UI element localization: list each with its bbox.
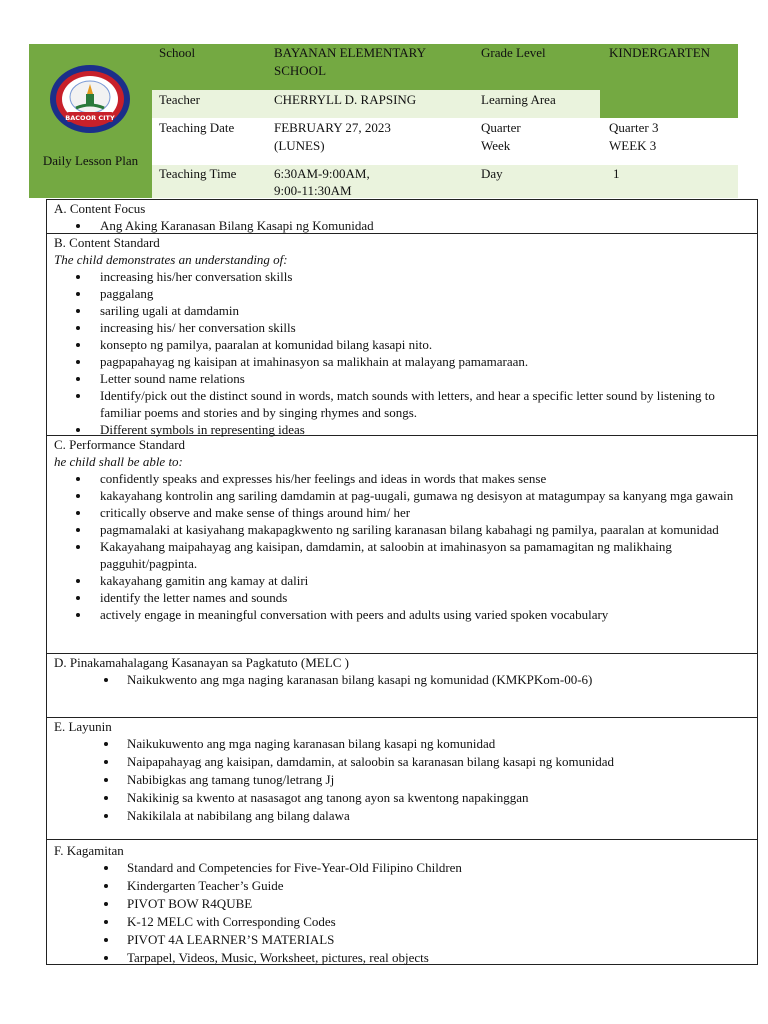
teaching-date-value-1: FEBRUARY 27, 2023 (274, 120, 391, 135)
list-item: Letter sound name relations (47, 370, 757, 387)
list-item: identify the letter names and sounds (47, 589, 757, 606)
day-value: 1 (613, 166, 620, 181)
section-performance-standard (47, 436, 757, 654)
day-label: Day (481, 166, 503, 181)
grade-level-label: Grade Level (481, 45, 546, 60)
section-title: E. Layunin (54, 719, 112, 734)
list-item: increasing his/ her conversation skills (47, 319, 757, 336)
list-item: actively engage in meaningful conversation with peers and adults using varied spoken vocabulary (47, 606, 757, 623)
teaching-time-value-1: 6:30AM-9:00AM, (274, 166, 370, 181)
list-item: Kakayahang maipahayag ang kaisipan, damdamin, at saloobin at imahinasyon sa pamamagitan ng malikhaing pagguhit/pagpinta. (47, 538, 757, 572)
list-item: kakayahang kontrolin ang sariling damdamin at pag-uugali, gumawa ng desisyon at matagumpay sa kanyang mga gawain (47, 487, 757, 504)
list-item: K-12 MELC with Corresponding Codes (47, 913, 757, 931)
section-kagamitan (47, 840, 757, 964)
section-melc (47, 654, 757, 718)
teacher-value: CHERRYLL D. RAPSING (274, 92, 417, 107)
teaching-time-value-2: 9:00-11:30AM (274, 183, 352, 198)
week-value: WEEK 3 (609, 138, 657, 153)
list-item: Ang Aking Karanasan Bilang Kasapi ng Komunidad (47, 217, 757, 234)
list-item: Different symbols in representing ideas (47, 421, 757, 438)
section-intro: The child demonstrates an understanding of: (54, 252, 288, 267)
list-item: increasing his/her conversation skills (47, 268, 757, 285)
section-title: D. Pinakamahalagang Kasanayan sa Pagkatuto (MELC ) (54, 655, 349, 670)
list-item: critically observe and make sense of things around him/ her (47, 504, 757, 521)
list-item: pagmamalaki at kasiyahang makapagkwento ng sariling karanasan bilang kabahagi ng pamilya, paaralan at komunidad (47, 521, 757, 538)
teaching-date-value-2: (LUNES) (274, 138, 325, 153)
section-content-focus (47, 200, 757, 234)
time-row-bg (152, 165, 738, 198)
list-item: PIVOT 4A LEARNER’S MATERIALS (47, 931, 757, 949)
section-intro: he child shall be able to: (54, 454, 183, 469)
quarter-value: Quarter 3 (609, 120, 659, 135)
list-item: PIVOT BOW R4QUBE (47, 895, 757, 913)
list-item: Nabibigkas ang tamang tunog/letrang Jj (47, 771, 757, 789)
bullet-list (47, 671, 757, 689)
teaching-time-label: Teaching Time (159, 166, 237, 181)
learning-area-label: Learning Area (481, 92, 556, 107)
lesson-plan-header (29, 44, 738, 198)
list-item: Nakikinig sa kwento at nasasagot ang tanong ayon sa kwentong napakinggan (47, 789, 757, 807)
bullet-list (47, 470, 757, 623)
bullet-list (47, 735, 757, 825)
teacher-label: Teacher (159, 92, 200, 107)
section-title: A. Content Focus (54, 201, 146, 216)
section-title: F. Kagamitan (54, 843, 124, 858)
list-item: Naipapahayag ang kaisipan, damdamin, at saloobin sa karanasan bilang kasapi ng komunidad (47, 753, 757, 771)
list-item: Standard and Competencies for Five-Year-Old Filipino Children (47, 859, 757, 877)
section-content-standard (47, 234, 757, 436)
logo-text: BACOOR CITY (65, 114, 115, 122)
bullet-list (47, 217, 757, 234)
section-layunin (47, 718, 757, 840)
school-seal-logo (49, 64, 131, 134)
list-item: Naikukuwento ang mga naging karanasan bilang kasapi ng komunidad (47, 735, 757, 753)
logo-cell (29, 44, 152, 198)
section-title: B. Content Standard (54, 235, 160, 250)
list-item: Naikukwento ang mga naging karanasan bilang kasapi ng komunidad (KMKPKom-00-6) (47, 671, 757, 689)
quarter-label: Quarter (481, 120, 521, 135)
lesson-content-table (46, 199, 758, 965)
bullet-list (47, 859, 757, 967)
school-label: School (159, 45, 196, 60)
school-value: BAYANAN ELEMENTARY SCHOOL (274, 45, 426, 78)
grade-level-value: KINDERGARTEN (609, 45, 711, 60)
list-item: Kindergarten Teacher’s Guide (47, 877, 757, 895)
list-item: paggalang (47, 285, 757, 302)
list-item: Identify/pick out the distinct sound in words, match sounds with letters, and hear a specific letter sound by listening to familiar poems and stories and by singing rhymes and songs. (47, 387, 757, 421)
bullet-list (47, 268, 757, 438)
list-item: sariling ugali at damdamin (47, 302, 757, 319)
list-item: pagpapahayag ng kaisipan at imahinasyon sa malikhain at malayang pamamaraan. (47, 353, 757, 370)
list-item: konsepto ng pamilya, paaralan at komunidad bilang kasapi nito. (47, 336, 757, 353)
teaching-date-label: Teaching Date (159, 120, 235, 135)
daily-lesson-plan-title: Daily Lesson Plan (42, 153, 139, 168)
section-title: C. Performance Standard (54, 437, 186, 452)
list-item: Tarpapel, Videos, Music, Worksheet, pictures, real objects (47, 949, 757, 967)
list-item: confidently speaks and expresses his/her feelings and ideas in words that makes sense (47, 470, 757, 487)
list-item: kakayahang gamitin ang kamay at daliri (47, 572, 757, 589)
week-label: Week (481, 138, 511, 153)
list-item: Nakikilala at nabibilang ang bilang dalawa (47, 807, 757, 825)
